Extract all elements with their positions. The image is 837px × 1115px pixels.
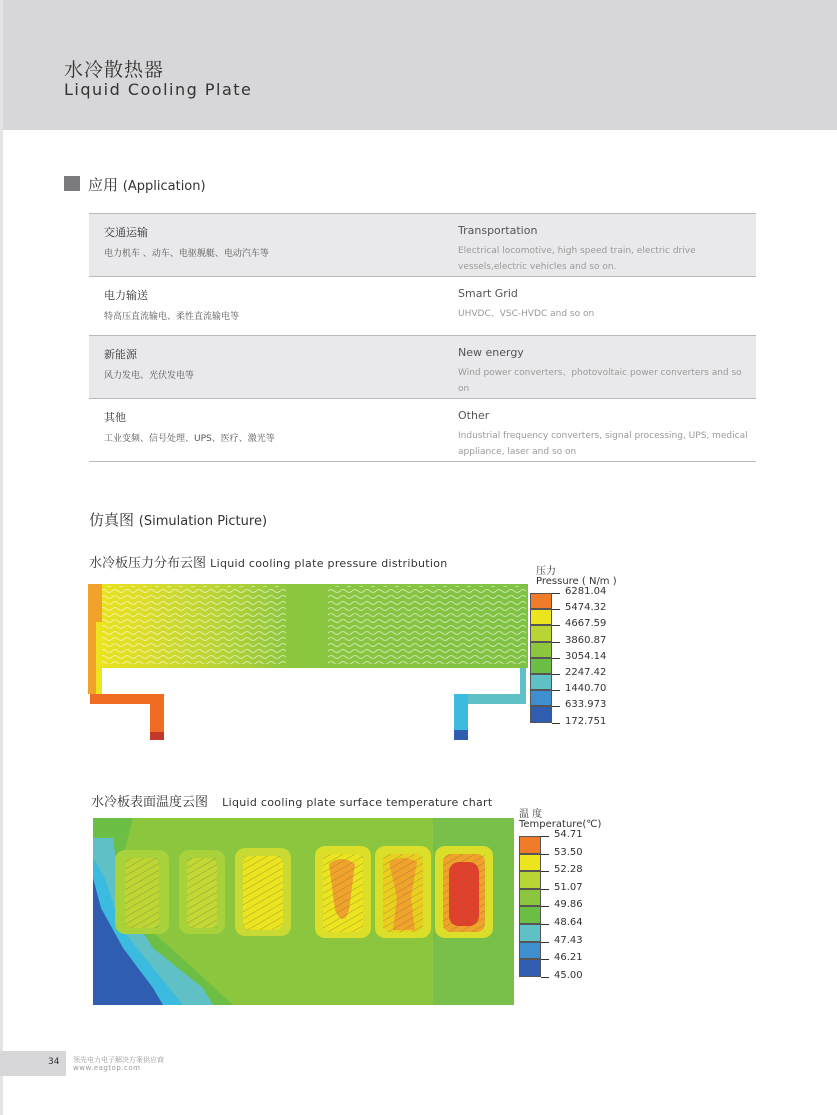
pressure-legend-tick [552, 706, 560, 707]
temperature-caption-en: Liquid cooling plate surface temperature chart [222, 796, 493, 809]
pressure-legend-label: 6281.04 [565, 586, 607, 597]
temperature-legend-label: 46.21 [554, 952, 583, 964]
temperature-caption-zh: 水冷板表面温度云图 [91, 795, 209, 810]
row-desc-en: UHVDC、VSC-HVDC and so on [458, 309, 595, 319]
page-number: 34 [48, 1057, 60, 1067]
pressure-legend-tick [552, 609, 560, 610]
temperature-legend-swatch [519, 836, 541, 854]
temperature-legend-label: 48.64 [554, 917, 583, 928]
pressure-legend-swatch [530, 706, 552, 722]
temperature-legend-label: 47.43 [554, 934, 583, 946]
temperature-legend-label: 51.07 [554, 881, 583, 893]
simulation-heading [89, 509, 267, 530]
row-desc-en: Industrial frequency converters, signal processing, UPS, medical appliance, laser and so on [458, 431, 748, 457]
pressure-legend-label: 5474.32 [565, 602, 607, 614]
simulation-heading-en: (Simulation Picture) [138, 514, 268, 529]
pressure-legend-swatch [530, 625, 552, 641]
row-title-zh: 新能源 [104, 348, 137, 361]
application-heading [88, 174, 206, 195]
temperature-legend-label: 52.28 [554, 864, 583, 876]
application-heading-en: (Application) [122, 179, 206, 194]
pressure-legend-swatch [530, 690, 552, 706]
pressure-legend-title-en: Pressure ( N/m ) [536, 576, 617, 587]
pressure-legend-label: 172.751 [565, 715, 607, 727]
row-desc-en: Electrical locomotive, high speed train, electric drive vessels,electric vehicles and so on. [458, 246, 696, 272]
table-row [89, 399, 756, 462]
temperature-legend-swatch [519, 924, 541, 942]
temperature-legend-label: 45.00 [554, 969, 583, 981]
temperature-legend-swatch [519, 942, 541, 960]
pressure-legend-label: 3860.87 [565, 634, 607, 646]
pressure-legend-tick [552, 723, 560, 724]
row-title-zh: 电力输送 [104, 289, 148, 302]
temperature-legend-swatch [519, 871, 541, 889]
application-heading-zh: 应用 [88, 176, 119, 194]
row-title-en: Other [458, 409, 490, 422]
temperature-legend-tick [541, 889, 549, 890]
row-title-zh: 交通运输 [104, 226, 148, 239]
pressure-simulation-image [88, 582, 533, 742]
temperature-legend-title-en: Temperature(℃) [519, 819, 602, 830]
temperature-legend-tick [541, 959, 549, 960]
pressure-legend-title [536, 567, 617, 587]
pressure-legend-label: 633.973 [565, 699, 607, 711]
row-desc-en: Wind power converters、photovoltaic power converters and so on [458, 368, 742, 394]
table-row [89, 336, 756, 399]
row-title-en: New energy [458, 346, 524, 359]
pressure-legend-tick [552, 690, 560, 691]
pressure-legend-tick [552, 642, 560, 643]
row-desc-zh: 电力机车 、动车、电驱舰艇、电动汽车等 [104, 249, 269, 259]
pressure-legend-swatch [530, 674, 552, 690]
temperature-legend-tick [541, 854, 549, 855]
temperature-legend-swatch [519, 854, 541, 872]
temperature-legend-tick [541, 871, 549, 872]
temperature-caption [91, 791, 492, 810]
pressure-legend-swatch [530, 658, 552, 674]
temperature-legend-tick [541, 836, 549, 837]
footer-tagline: 领先电力电子解决方案供应商 [73, 1056, 164, 1064]
temperature-simulation-image [93, 818, 514, 1005]
pressure-legend-swatch [530, 642, 552, 658]
pressure-legend-tick [552, 658, 560, 659]
temperature-legend-swatch [519, 889, 541, 907]
temperature-legend-title-zh: 温 度 [519, 809, 543, 820]
application-table [89, 213, 756, 462]
simulation-heading-zh: 仿真图 [89, 511, 135, 529]
pressure-legend-label: 4667.59 [565, 618, 607, 630]
temperature-legend-tick [541, 942, 549, 943]
page-title-en: Liquid Cooling Plate [64, 80, 253, 99]
row-title-en: Smart Grid [458, 287, 518, 300]
table-row [89, 277, 756, 336]
temperature-legend-tick [541, 906, 549, 907]
pressure-legend-tick [552, 593, 560, 594]
pressure-legend-label: 1440.70 [565, 683, 607, 695]
temperature-legend-label: 53.50 [554, 846, 583, 858]
temperature-legend-label: 54.71 [554, 829, 583, 840]
row-desc-zh: 工业变频、信号处理、UPS、医疗、激光等 [104, 434, 275, 444]
pressure-legend-title-zh: 压力 [536, 566, 556, 577]
row-title-en: Transportation [458, 224, 538, 237]
temperature-legend-label: 49.86 [554, 899, 583, 911]
pressure-caption-zh: 水冷板压力分布云图 [89, 556, 207, 571]
pressure-legend-tick [552, 625, 560, 626]
pressure-legend-label: 3054.14 [565, 650, 607, 662]
pressure-legend-tick [552, 674, 560, 675]
pressure-legend-swatch [530, 609, 552, 625]
page-title-zh: 水冷散热器 [64, 59, 165, 81]
temperature-legend-swatch [519, 959, 541, 977]
table-row [89, 214, 756, 277]
footer-url: www.eagtop.com [73, 1064, 141, 1072]
row-desc-zh: 特高压直流输电、柔性直流输电等 [104, 312, 240, 322]
temperature-legend-tick [541, 924, 549, 925]
pressure-legend-swatch [530, 593, 552, 609]
pressure-caption [89, 552, 448, 571]
temperature-legend-tick [541, 977, 549, 978]
pressure-caption-en: Liquid cooling plate pressure distribution [210, 557, 448, 570]
section-marker [64, 176, 80, 191]
page-left-edge [0, 0, 3, 1115]
pressure-legend-label: 2247.42 [565, 667, 607, 678]
temperature-legend-swatch [519, 906, 541, 924]
temperature-legend-title [519, 810, 601, 830]
row-title-zh: 其他 [104, 411, 126, 424]
row-desc-zh: 风力发电、光伏发电等 [104, 371, 195, 381]
